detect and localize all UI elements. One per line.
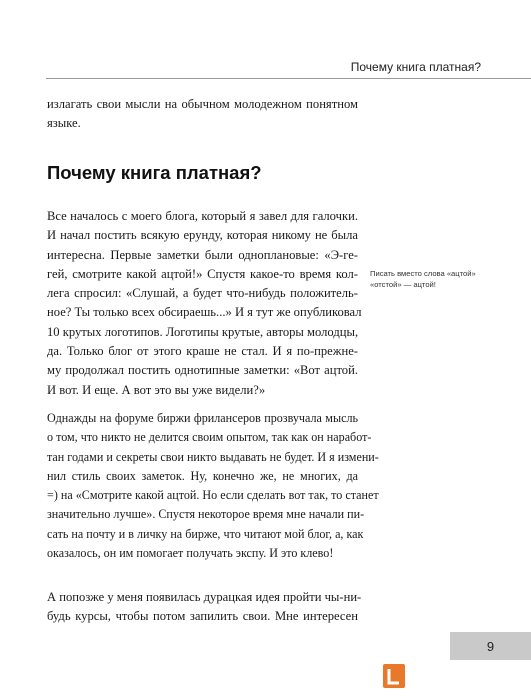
paragraph-1: [47, 207, 362, 400]
text-line: будь курсы, чтобы потом запилить свои. Мне интересен: [47, 609, 358, 624]
text-line: языке.: [47, 116, 81, 131]
paragraph-2: [47, 409, 379, 563]
text-line: 10 крутых логотипов. Логотипы крутые, авторы молодцы,: [47, 324, 359, 339]
text-line: И вот. И еще. А вот это вы уже видели?»: [47, 382, 266, 397]
text-line: гей, смотрите какой ацтой!» Спустя какое-то время кол-: [47, 266, 358, 281]
running-head: Почему книга платная?: [350, 60, 481, 74]
text-line: му продолжал постить однотипные заметки: «Вот ацтой.: [47, 363, 358, 378]
publisher-logo-icon: [383, 664, 405, 688]
text-line: И начал постить всякую ерунду, которая никому не была: [47, 228, 358, 243]
text-line: Однажды на форуме биржи фрилансеров прозвучала мысль: [47, 411, 358, 425]
text-line: тан годами и секреты свои никто выдавать не будет. И я измени-: [47, 449, 379, 464]
intro-paragraph: [47, 95, 358, 134]
text-line: ное? Ты только всех обсираешь...» И я тут же опубликовал: [47, 305, 362, 320]
text-line: =) на «Смотрите какой ацтой. Но если сделать вот так, то станет: [47, 488, 379, 503]
header-rule: [46, 78, 531, 79]
text-line: излагать свои мысли на обычном молодежном понятном: [47, 97, 358, 111]
text-line: о том, что никто не делится своим опытом, так как он наработ-: [47, 430, 372, 445]
text-line: интересна. Первые заметки были одноплановые: «Э-ге-: [47, 247, 358, 262]
text-line: да. Только блог от этого краше не стал. И я по-прежне-: [47, 344, 358, 359]
page-number: 9: [450, 632, 531, 660]
paragraph-3: [47, 588, 362, 627]
section-heading: Почему книга платная?: [47, 162, 262, 183]
text-line: оказалось, он им помогает получать экспу. И это клево!: [47, 546, 334, 561]
text-line: значительно лучше». Спустя некоторое время мне начали пи-: [47, 507, 365, 522]
text-line: нил стиль своих заметок. Ну, конечно же, не многих, да: [47, 468, 358, 483]
text-line: лега спросил: «Слушай, а будет что-нибудь положитель-: [47, 286, 358, 301]
text-line: сать на почту и в личку на бирже, что читают мой блог, а, как: [47, 526, 364, 541]
margin-note: Писать вместо слова «ацтой» «отстой» — ацтой!: [370, 269, 476, 289]
text-line: Все началось с моего блога, который я завел для галочки.: [47, 209, 358, 223]
text-line: А попозже у меня появилась дурацкая идея пройти чы-ни-: [47, 590, 362, 604]
